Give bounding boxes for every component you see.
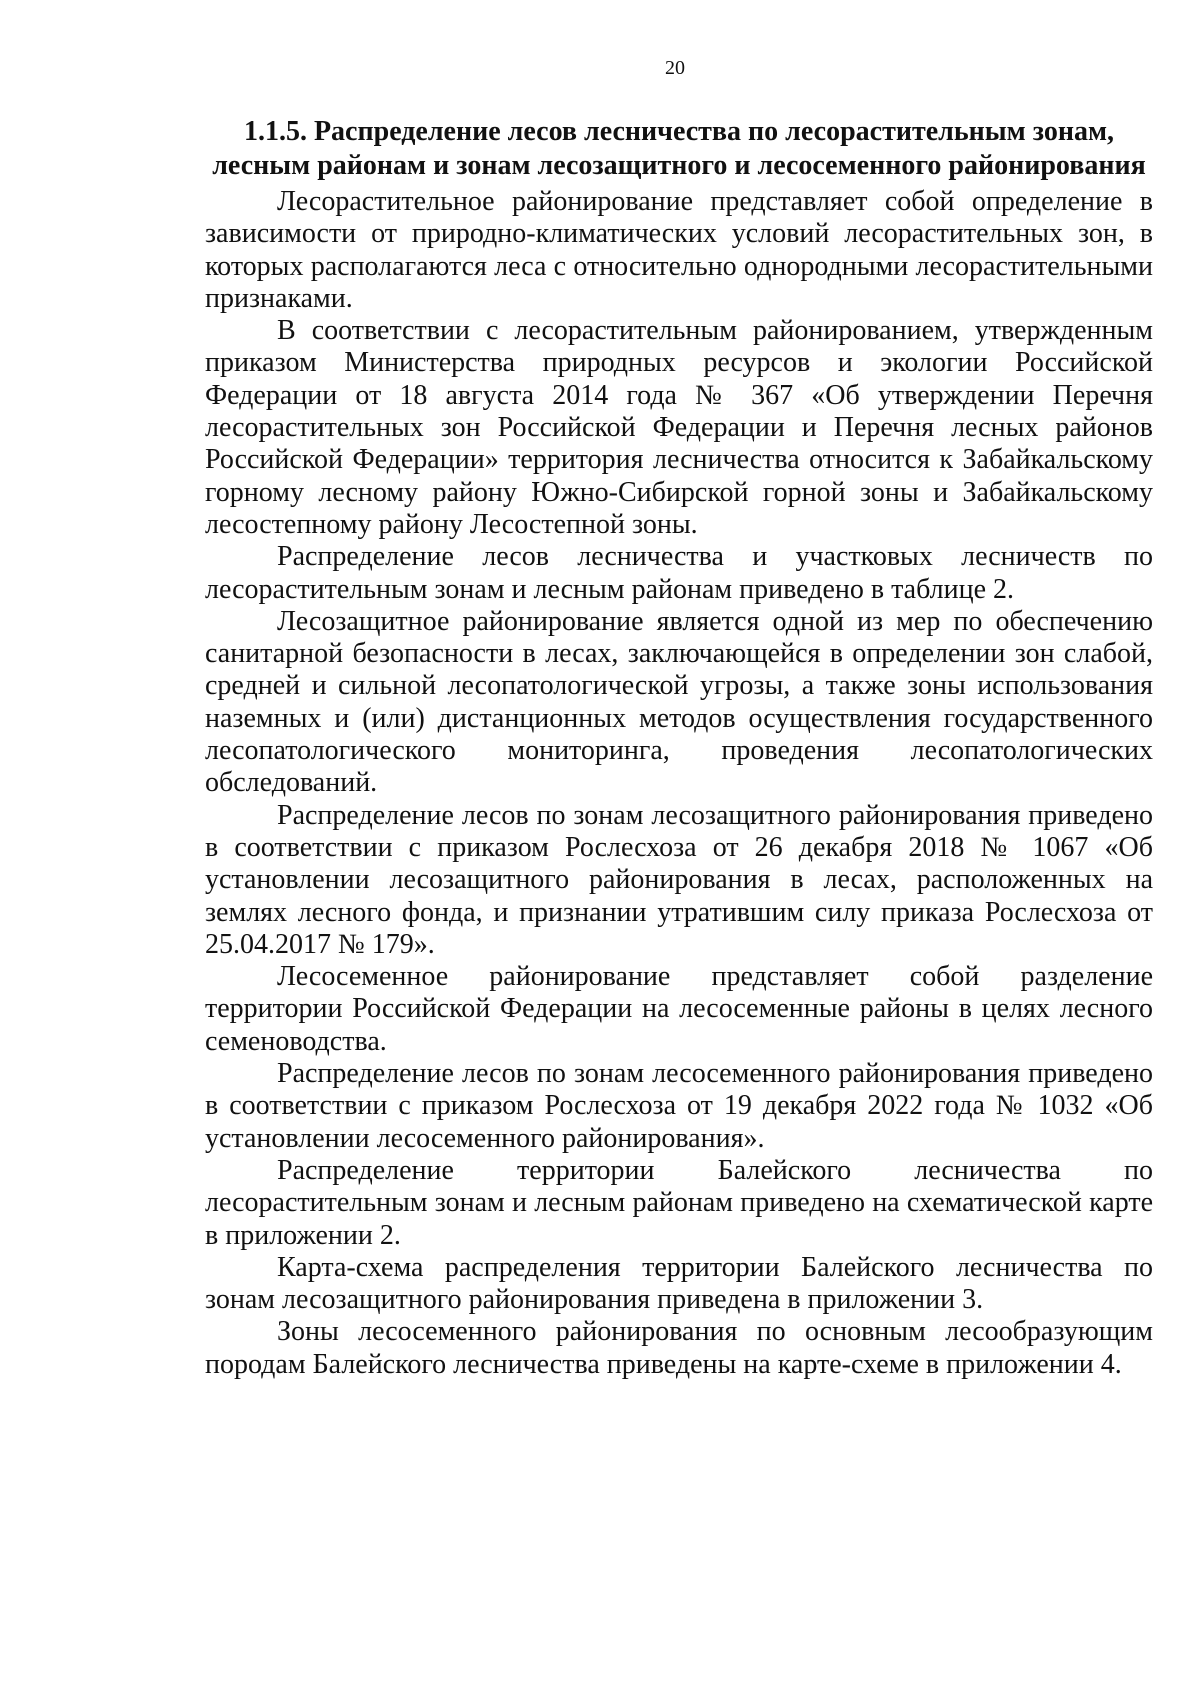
section-heading: 1.1.5. Распределение лесов лесничества по лесорастительным зонам, лесным районам и зонам лесозащитного и лесосеменного районирования <box>212 116 1146 181</box>
paragraph-appendix-4-reference: Зоны лесосеменного районирования по основным лесообразующим породам Балейского лесничества приведены на карте-схеме в приложении 4. <box>205 1316 1153 1380</box>
paragraph-table-2-reference: Распределение лесов лесничества и участковых лесничеств по лесорастительным зонам и лесным районам приведено в таблице 2. <box>205 541 1153 605</box>
page-number: 20 <box>665 57 685 79</box>
paragraph-appendix-2-reference: Распределение территории Балейского лесничества по лесорастительным зонам и лесным районам приведено на схематической карте в приложении 2. <box>205 1154 1153 1251</box>
paragraph-appendix-3-reference: Карта-схема распределения территории Балейского лесничества по зонам лесозащитного районирования приведена в приложении 3. <box>205 1251 1153 1316</box>
paragraph-ministry-order: В соответствии с лесорастительным районированием, утвержденным приказом Министерства природных ресурсов и экологии Российской Федерации от 18 августа 2014 года № 367 «Об утверждении Перечня лесорастительных зон Российской Федерации и Перечня лесных районов Российской Федерации» территория лесничества относится к Забайкальскому горному лесному району Южно-Сибирской горной зоны и Забайкальскому лесостепному району Лесостепной зоны. <box>205 315 1153 540</box>
page-content <box>205 115 1153 1381</box>
paragraph-forest-protection-zoning: Лесозащитное районирование является одной из мер по обеспечению санитарной безопасности в лесах, заключающейся в определении зон слабой, средней и сильной лесопатологической угрозы, а также зоны использования наземных и (или) дистанционных методов осуществления государственного лесопатологического мониторинга, проведения лесопатологических обследований. <box>205 605 1153 799</box>
paragraph-protection-zoning-order: Распределение лесов по зонам лесозащитного районирования приведено в соответствии с приказом Рослесхоза от 26 декабря 2018 № 1067 «Об установлении лесозащитного районирования в лесах, расположенных на землях лесного фонда, и признании утратившим силу приказа Рослесхоза от 25.04.2017 № 179». <box>205 799 1153 960</box>
paragraph-forest-zoning-definition: Лесорастительное районирование представляет собой определение в зависимости от природно-климатических условий лесорастительных зон, в которых располагаются леса с относительно однородными лесорастительными признаками. <box>205 186 1153 314</box>
paragraph-seed-zoning-order: Распределение лесов по зонам лесосеменного районирования приведено в соответствии с приказом Рослесхоза от 19 декабря 2022 года № 1032 «Об установлении лесосеменного районирования». <box>205 1058 1153 1154</box>
paragraph-seed-zoning-definition: Лесосеменное районирование представляет собой разделение территории Российской Федерации на лесосеменные районы в целях лесного семеноводства. <box>205 961 1153 1057</box>
